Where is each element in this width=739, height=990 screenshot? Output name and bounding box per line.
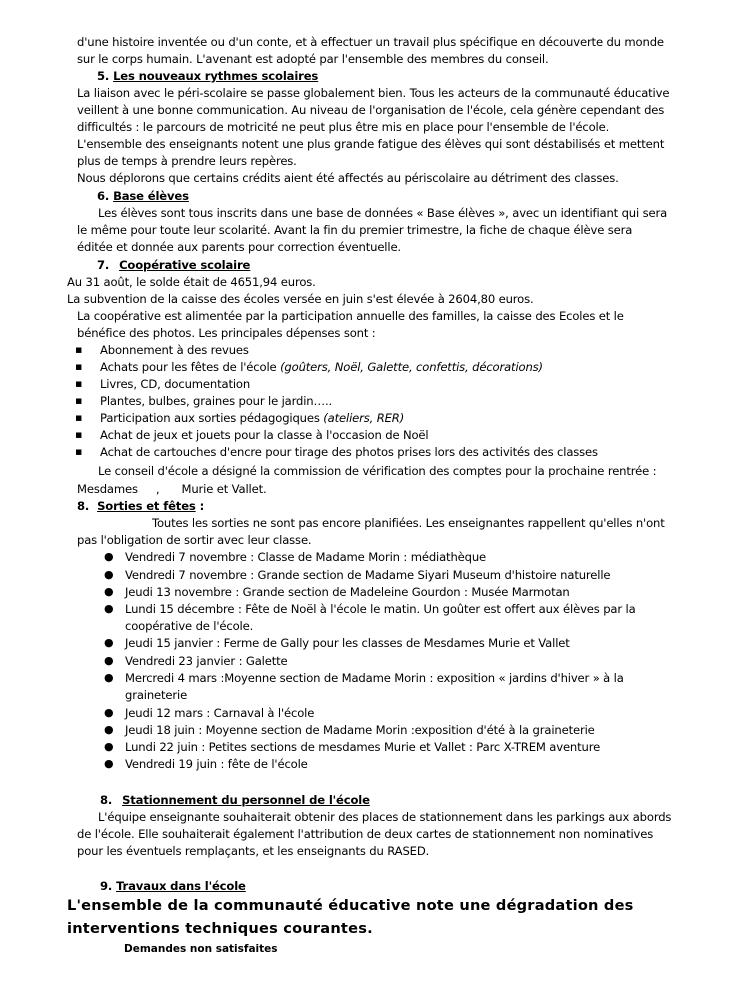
section-7-heading xyxy=(97,257,250,273)
expense-item: Achat de cartouches d'encre pour tirage des photos prises lors des activités des classes xyxy=(100,445,598,459)
section-title: Sorties et fêtes xyxy=(97,499,196,513)
section-title: Travaux dans l'école xyxy=(116,879,246,893)
square-bullet-icon: ▪ xyxy=(75,377,83,390)
expense-item: Achat de jeux et jouets pour la classe à l'occasion de Noël xyxy=(100,428,429,442)
round-bullet-icon: ● xyxy=(104,654,114,667)
outing-item-continued: coopérative de l'école. xyxy=(125,619,254,633)
section-title: Base élèves xyxy=(113,189,189,203)
round-bullet-icon: ● xyxy=(104,550,114,563)
outing-item-continued: graineterie xyxy=(125,688,188,702)
paragraph-line: difficultés : le parcours de motricité ne peut plus être mis en place pour l'ensemble de l'école. xyxy=(77,120,610,134)
paragraph-line: Les élèves sont tous inscrits dans une base de données « Base élèves », avec un identifiant qui sera xyxy=(98,206,668,220)
expense-item: Abonnement à des revues xyxy=(100,343,249,357)
paragraph-line: Nous déplorons que certains crédits aient été affectés au périscolaire au détriment des classes. xyxy=(77,171,619,185)
round-bullet-icon: ● xyxy=(104,602,114,615)
paragraph-line: bénéfice des photos. Les principales dépenses sont : xyxy=(77,326,376,340)
outing-item: Jeudi 15 janvier : Ferme de Gally pour les classes de Mesdames Murie et Vallet xyxy=(125,636,570,650)
section-number: 9. xyxy=(100,879,113,893)
outing-item: Vendredi 7 novembre : Classe de Madame Morin : médiathèque xyxy=(125,550,487,564)
outing-item: Mercredi 4 mars :Moyenne section de Madame Morin : exposition « jardins d'hiver » à la xyxy=(125,671,624,685)
paragraph-line: L'ensemble des enseignants notent une plus grande fatigue des élèves qui sont déstabilisés et mettent xyxy=(77,137,665,151)
section-number: 8. xyxy=(100,793,113,807)
outing-item: Jeudi 13 novembre : Grande section de Madeleine Gourdon : Musée Marmotan xyxy=(125,585,570,599)
paragraph-line: le même pour toute leur scolarité. Avant la fin du premier trimestre, la fiche de chaque élève sera xyxy=(77,223,633,237)
square-bullet-icon: ▪ xyxy=(75,445,83,458)
paragraph-line: éditée et donnée aux parents pour correction éventuelle. xyxy=(77,240,401,254)
intro-line: d'une histoire inventée ou d'un conte, et à effectuer un travail plus spécifique en découverte du monde xyxy=(77,35,664,49)
expense-item: Participation aux sorties pédagogiques (ateliers, RER) xyxy=(100,411,405,425)
paragraph-line: de l'école. Elle souhaiterait également l'attribution de deux cartes de stationnement non nominatives xyxy=(77,827,654,841)
round-bullet-icon: ● xyxy=(104,723,114,736)
paragraph-line: plus de temps à prendre leurs repères. xyxy=(77,154,297,168)
expense-item: Plantes, bulbes, graines pour le jardin….. xyxy=(100,394,333,408)
section-5-heading xyxy=(97,68,318,84)
paragraph-line: pour les éventuels remplaçants, et les enseignants du RASED. xyxy=(77,844,430,858)
section-8b-heading xyxy=(100,792,370,808)
round-bullet-icon: ● xyxy=(104,568,114,581)
expense-item: Livres, CD, documentation xyxy=(100,377,251,391)
paragraph-line: pas l'obligation de sortir avec leur classe. xyxy=(77,533,312,547)
paragraph-line: L'équipe enseignante souhaiterait obtenir des places de stationnement dans les parkings aux abords xyxy=(98,810,672,824)
square-bullet-icon: ▪ xyxy=(75,411,83,424)
section-9-heading xyxy=(100,878,246,894)
outing-item: Vendredi 23 janvier : Galette xyxy=(125,654,288,668)
intro-line: sur le corps humain. L'avenant est adopté par l'ensemble des membres du conseil. xyxy=(77,52,549,66)
outing-item: Vendredi 19 juin : fête de l'école xyxy=(125,757,308,771)
paragraph-line: La liaison avec le péri-scolaire se passe globalement bien. Tous les acteurs de la communauté éducative xyxy=(77,86,670,100)
section-number: 7. xyxy=(97,258,110,272)
commission-names: Mesdames , Murie et Vallet. xyxy=(77,482,267,496)
section-8-heading: 8. Sorties et fêtes : xyxy=(77,499,205,513)
paragraph-line: Toutes les sorties ne sont pas encore planifiées. Les enseignantes rappellent qu'elles n'ont xyxy=(152,516,665,530)
requests-label: Demandes non satisfaites xyxy=(124,943,278,955)
round-bullet-icon: ● xyxy=(104,706,114,719)
paragraph-line: Le conseil d'école a désigné la commission de vérification des comptes pour la prochaine rentrée : xyxy=(98,464,657,478)
outing-item: Vendredi 7 novembre : Grande section de Madame Siyari Museum d'histoire naturelle xyxy=(125,568,611,582)
outing-item: Lundi 22 juin : Petites sections de mesdames Murie et Vallet : Parc X-TREM aventure xyxy=(125,740,601,754)
section-title: Stationnement du personnel de l'école xyxy=(122,793,370,807)
outing-item: Lundi 15 décembre : Fête de Noël à l'école le matin. Un goûter est offert aux élèves par la xyxy=(125,602,636,616)
round-bullet-icon: ● xyxy=(104,585,114,598)
paragraph-line: veillent à une bonne communication. Au niveau de l'organisation de l'école, cela génère cependant des xyxy=(77,103,665,117)
outing-item: Jeudi 12 mars : Carnaval à l'école xyxy=(125,706,315,720)
paragraph-line: La coopérative est alimentée par la participation annuelle des familles, la caisse des Ecoles et le xyxy=(77,309,624,323)
section-number: 6. xyxy=(97,189,110,203)
balance-line: Au 31 août, le solde était de 4651,94 euros. xyxy=(67,275,316,289)
section-6-heading xyxy=(97,188,189,204)
subsidy-line: La subvention de la caisse des écoles versée en juin s'est élevée à 2604,80 euros. xyxy=(67,292,534,306)
statement-line: L'ensemble de la communauté éducative note une dégradation des xyxy=(67,897,634,914)
square-bullet-icon: ▪ xyxy=(75,343,83,356)
section-number: 5. xyxy=(97,69,110,83)
square-bullet-icon: ▪ xyxy=(75,428,83,441)
section-number: 8. xyxy=(77,499,90,513)
round-bullet-icon: ● xyxy=(104,636,114,649)
statement-line: interventions techniques courantes. xyxy=(67,920,373,937)
outing-item: Jeudi 18 juin : Moyenne section de Madame Morin :exposition d'été à la graineterie xyxy=(125,723,595,737)
square-bullet-icon: ▪ xyxy=(75,394,83,407)
expense-item: Achats pour les fêtes de l'école (goûters, Noël, Galette, confettis, décorations) xyxy=(100,360,543,374)
round-bullet-icon: ● xyxy=(104,757,114,770)
round-bullet-icon: ● xyxy=(104,671,114,684)
section-title: Coopérative scolaire xyxy=(119,258,251,272)
round-bullet-icon: ● xyxy=(104,740,114,753)
section-title: Les nouveaux rythmes scolaires xyxy=(113,69,319,83)
square-bullet-icon: ▪ xyxy=(75,360,83,373)
